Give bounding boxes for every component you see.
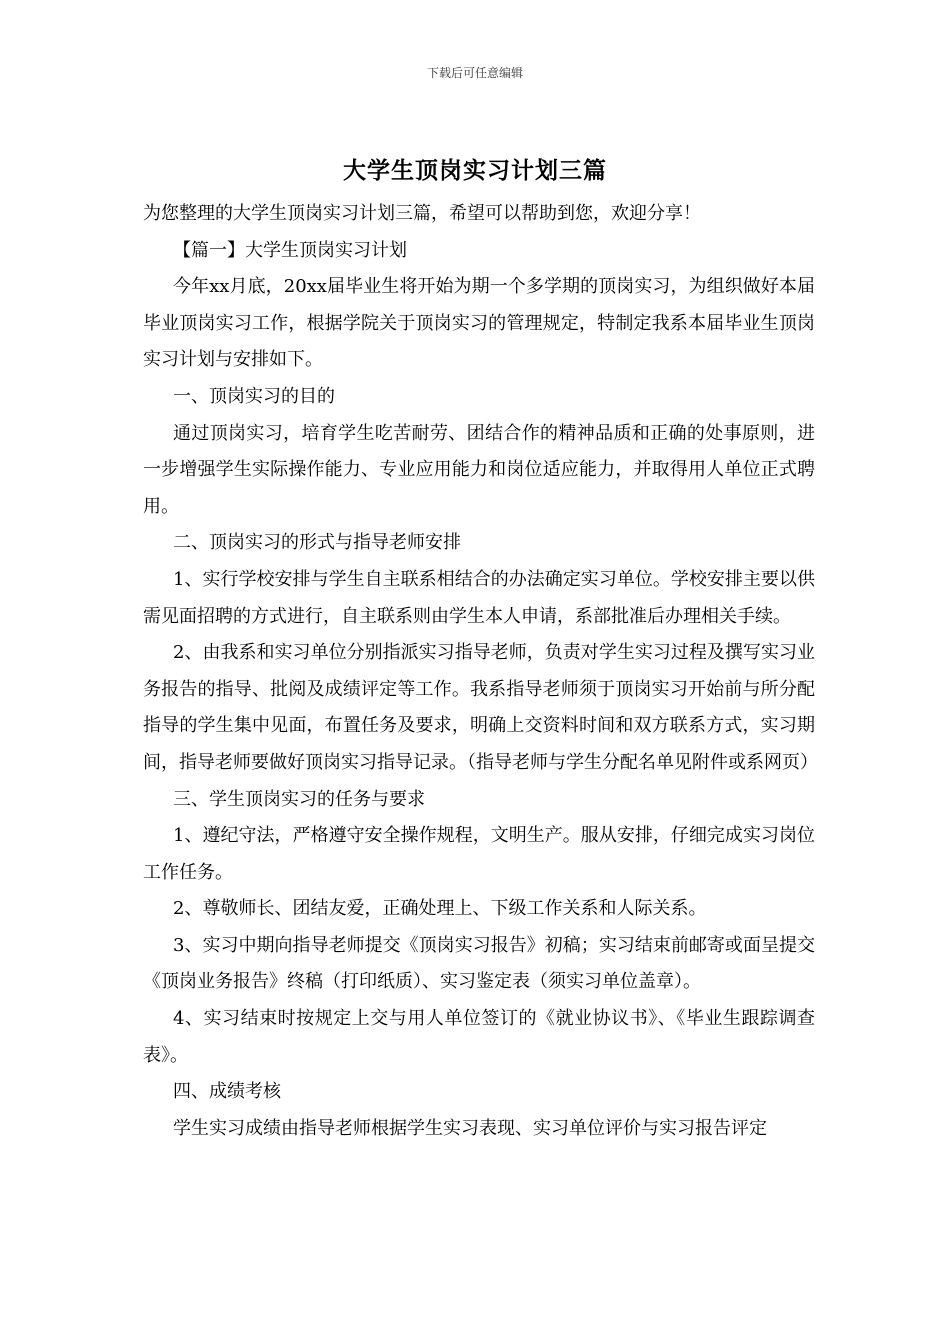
- body-paragraph: 今年xx月底，20xx届毕业生将开始为期一个多学期的顶岗实习，为组织做好本届毕业顶岗实习工作，根据学院关于顶岗实习的管理规定，特制定我系本届毕业生顶岗实习计划与安排如下。: [143, 276, 815, 371]
- body-paragraph: 学生实习成绩由指导老师根据学生实习表现、实习单位评价与实习报告评定: [173, 1117, 767, 1139]
- body-paragraph: 2、尊敬师长、团结友爱，正确处理上、下级工作关系和人际关系。: [173, 898, 707, 920]
- body-paragraph: 通过顶岗实习，培育学生吃苦耐劳、团结合作的精神品质和正确的处事原则，进一步增强学生实际操作能力、专业应用能力和岗位适应能力，并取得用人单位正式聘用。: [143, 422, 815, 517]
- document-title: 大学生顶岗实习计划三篇: [343, 158, 607, 184]
- document-body: [143, 196, 818, 1147]
- section-heading: 四、成绩考核: [173, 1081, 281, 1103]
- body-paragraph: 1、遵纪守法，严格遵守安全操作规程，文明生产。服从安排，仔细完成实习岗位工作任务。: [143, 825, 815, 883]
- header-note: 下载后可任意编辑: [426, 66, 523, 80]
- body-paragraph: 4、实习结束时按规定上交与用人单位签订的《就业协议书》、《毕业生跟踪调查表》。: [143, 1008, 815, 1066]
- section-heading: 三、学生顶岗实习的任务与要求: [173, 788, 425, 810]
- section-heading: 一、顶岗实习的目的: [173, 385, 335, 407]
- body-paragraph: 3、实习中期向指导老师提交《顶岗实习报告》初稿；实习结束前邮寄或面呈提交《顶岗业务报告》终稿（打印纸质）、实习鉴定表（须实习单位盖章）。: [143, 934, 815, 993]
- section-heading-part-one: 【篇一】大学生顶岗实习计划: [173, 239, 407, 261]
- body-paragraph: 2、由我系和实习单位分别指派实习指导老师，负责对学生实习过程及撰写实习业务报告的指导、批阅及成绩评定等工作。我系指导老师须于顶岗实习开始前与所分配指导的学生集中见面，布置任务及要求，明确上交资料时间和双方联系方式，实习期间，指导老师要做好顶岗实习指导记录。（指导老师与学生分配名单见附件或系网页）: [143, 642, 818, 773]
- body-paragraph: 1、实行学校安排与学生自主联系相结合的办法确定实习单位。学校安排主要以供需见面招聘的方式进行，自主联系则由学生本人申请，系部批准后办理相关手续。: [143, 568, 815, 627]
- section-heading: 二、顶岗实习的形式与指导老师安排: [173, 532, 461, 554]
- intro-paragraph: 为您整理的大学生顶岗实习计划三篇，希望可以帮助到您，欢迎分享！: [143, 203, 701, 224]
